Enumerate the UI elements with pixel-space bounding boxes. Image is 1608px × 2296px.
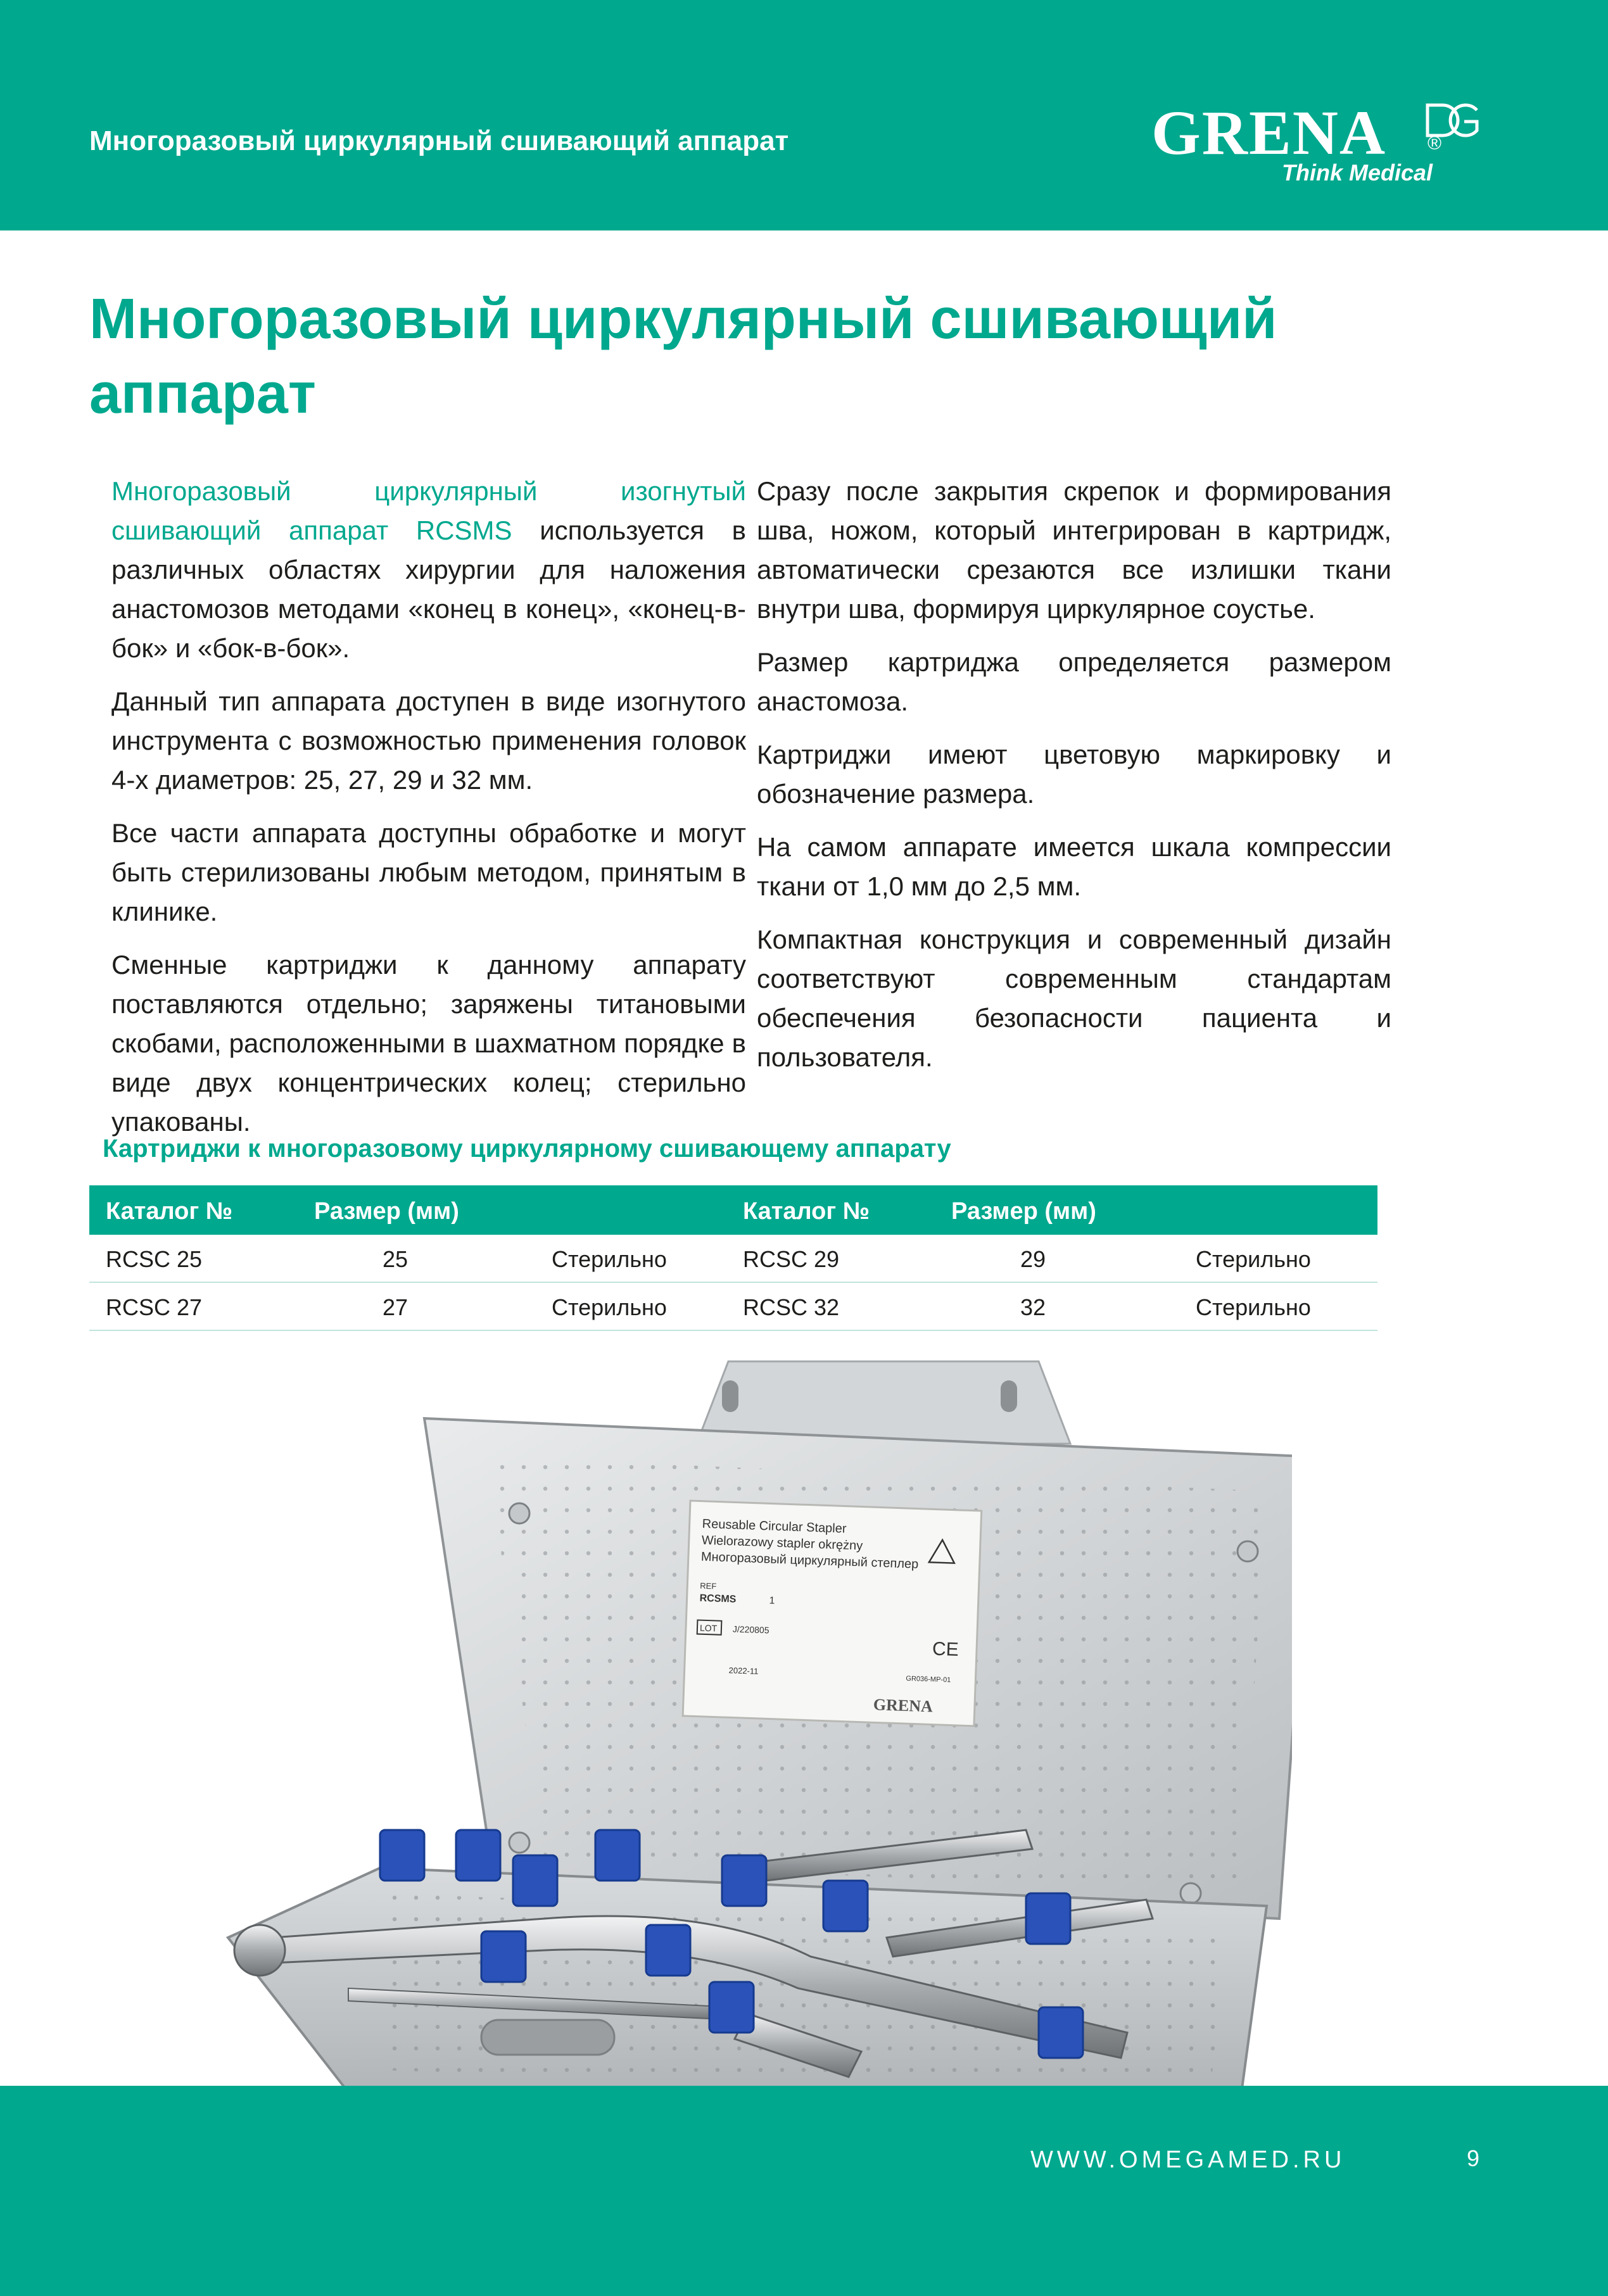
header-catalog-1: Каталог № xyxy=(106,1198,233,1225)
table-row xyxy=(89,1235,1377,1283)
label-doc-code: GR036-MP-01 xyxy=(906,1675,951,1684)
paragraph: Компактная конструкция и современный дизайн соответствуют современным стандартам обеспечения безопасности пациента и пользователя. xyxy=(757,924,1391,1072)
paragraph: Размер картриджа определяется размером анастомоза. xyxy=(757,647,1391,716)
label-line: Wielorazowy stapler okrężny xyxy=(701,1533,863,1553)
blue-holder xyxy=(722,1855,766,1906)
cell-size: 27 xyxy=(383,1294,408,1320)
label-ref: REF xyxy=(700,1580,717,1591)
handle-slot xyxy=(722,1380,738,1412)
screw xyxy=(1238,1541,1258,1561)
cell-size: 25 xyxy=(383,1246,408,1272)
blue-holder xyxy=(456,1830,500,1881)
paragraph: Данный тип аппарата доступен в виде изогнутого инструмента с возможностью применения головок 4-х диаметров: 25, 27, 29 и 32 мм. xyxy=(111,686,746,795)
cell-catalog: RCSC 29 xyxy=(743,1246,840,1272)
blue-holder xyxy=(1039,2007,1083,2058)
label-lot: LOT xyxy=(699,1622,718,1634)
paragraph: Сразу после закрытия скрепок и формирования шва, ножом, который интегрирован в картридж, автоматически срезаются все излишки ткани внутри шва, формируя циркулярное соустье. xyxy=(757,476,1391,624)
label-line: Reusable Circular Stapler xyxy=(702,1517,847,1536)
label-ref-value: RCSMS xyxy=(699,1593,737,1605)
screw xyxy=(509,1832,529,1853)
tray-handle-cutout xyxy=(481,2020,614,2055)
left-column xyxy=(111,472,746,1156)
paragraph: Все части аппарата доступны обработке и могут быть стерилизованы любым методом, принятым в клинике. xyxy=(111,818,746,926)
header-catalog-2: Каталог № xyxy=(743,1198,870,1225)
paragraph xyxy=(111,472,746,668)
logo-wordmark: GRENA xyxy=(1151,98,1387,168)
header-size-1: Размер (мм) xyxy=(314,1198,459,1225)
stapler-head xyxy=(234,1925,285,1976)
blue-holder xyxy=(709,1982,754,2033)
cell-sterility: Стерильно xyxy=(552,1294,667,1320)
cell-catalog: RCSC 32 xyxy=(743,1294,840,1320)
screw xyxy=(1181,1883,1201,1903)
cell-sterility: Стерильно xyxy=(552,1246,667,1272)
stapler-tray-illustration xyxy=(190,1349,1292,2147)
product-label xyxy=(683,1501,982,1726)
footer-url[interactable]: WWW.OMEGAMED.RU xyxy=(1030,2147,1346,2173)
paragraph: На самом аппарате имеется шкала компрессии ткани от 1,0 мм до 2,5 мм. xyxy=(757,832,1391,901)
product-intro-accent: Многоразовый циркулярный изогнутый сшивающий аппарат RCSMS xyxy=(111,476,746,545)
right-column xyxy=(757,472,1391,1091)
handle-slot xyxy=(1001,1380,1017,1412)
grena-logo xyxy=(1151,98,1481,186)
label-lot-value: J/220805 xyxy=(732,1624,769,1636)
cell-catalog: RCSC 25 xyxy=(106,1246,203,1272)
ce-mark: CE xyxy=(932,1638,959,1660)
page-number: 9 xyxy=(1467,2145,1480,2171)
label-line: Многоразовый циркулярный степлер xyxy=(700,1549,919,1572)
cartridge-table xyxy=(89,1185,1377,1331)
label-qty: 1 xyxy=(769,1595,775,1606)
logo-registered: ® xyxy=(1428,133,1442,154)
label-brand: GRENA xyxy=(873,1695,934,1716)
paragraph: Сменные картриджи к данному аппарату поставляются отдельно; заряжены титановыми скобами, расположенными в шахматном порядке в виде двух концентрических колец; стерильно упакованы. xyxy=(111,950,746,1137)
blue-holder xyxy=(646,1925,690,1976)
table-header xyxy=(89,1185,1377,1235)
cell-size: 32 xyxy=(1020,1294,1046,1320)
screw xyxy=(509,1503,529,1523)
logo-tagline: Think Medical xyxy=(1282,160,1433,186)
cell-sterility: Стерильно xyxy=(1196,1294,1311,1320)
page-title: Многоразовый циркулярный сшивающий аппарат xyxy=(89,287,1277,426)
header-title: Многоразовый циркулярный сшивающий аппарат xyxy=(89,125,789,156)
blue-holder xyxy=(823,1881,868,1931)
cell-catalog: RCSC 27 xyxy=(106,1294,203,1320)
table-row xyxy=(89,1283,1377,1331)
paragraph: Картриджи имеют цветовую маркировку и обозначение размера. xyxy=(757,740,1391,809)
footer-band xyxy=(0,2086,1608,2296)
blue-holder xyxy=(481,1931,526,1982)
cell-sterility: Стерильно xyxy=(1196,1246,1311,1272)
table-caption: Картриджи к многоразовому циркулярному сшивающему аппарату xyxy=(103,1135,951,1163)
blue-holder xyxy=(380,1830,424,1881)
label-date: 2022-11 xyxy=(728,1665,759,1676)
paragraph-text: используется в различных областях хирургии для наложения анастомозов методами «конец в конец», «конец-в-бок» и «бок-в-бок». xyxy=(111,515,746,663)
cell-size: 29 xyxy=(1020,1246,1046,1272)
blue-holder xyxy=(595,1830,640,1881)
header-size-2: Размер (мм) xyxy=(951,1198,1096,1225)
blue-holder xyxy=(513,1855,557,1906)
blue-holder xyxy=(1026,1893,1070,1944)
